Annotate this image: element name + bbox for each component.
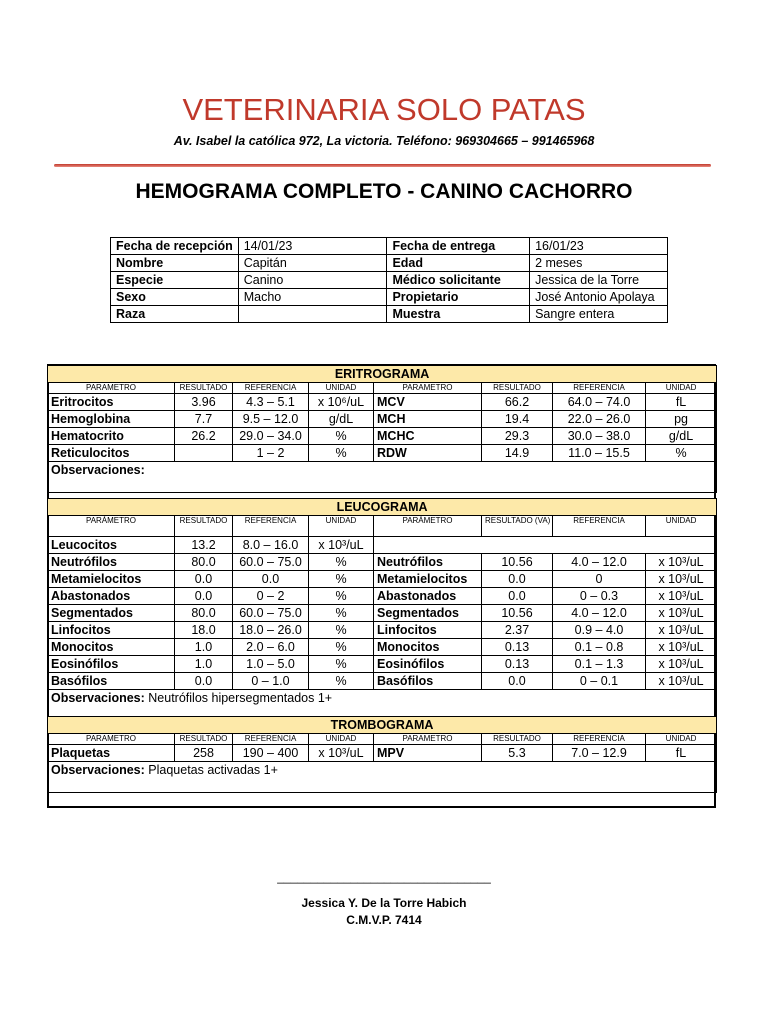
observations-label: Observaciones:	[51, 763, 145, 777]
result-cell: 1.0 – 5.0	[233, 656, 309, 673]
patient-value: 16/01/23	[530, 238, 668, 255]
report-title: HEMOGRAMA COMPLETO - CANINO CACHORRO	[135, 180, 633, 203]
column-header-row	[48, 516, 717, 537]
trombograma-title: TROMBOGRAMA	[48, 717, 717, 734]
column-header: RESULTADO	[175, 734, 233, 745]
result-cell: RDW	[374, 445, 482, 462]
result-cell: 9.5 – 12.0	[233, 411, 309, 428]
result-cell: 0.1 – 0.8	[553, 639, 646, 656]
table-row	[48, 445, 717, 462]
result-cell: fL	[646, 394, 717, 411]
patient-row	[111, 289, 668, 306]
observations-label: Observaciones:	[51, 691, 145, 705]
column-header: REFERENCIA	[233, 734, 309, 745]
result-cell: 10.56	[482, 554, 553, 571]
observations-text: Plaquetas activadas 1+	[148, 763, 278, 777]
result-cell: MPV	[374, 745, 482, 762]
result-cell: %	[309, 605, 374, 622]
result-cell: 1 – 2	[233, 445, 309, 462]
result-cell: 0	[553, 571, 646, 588]
result-cell: %	[309, 445, 374, 462]
result-cell: Eosinófilos	[374, 656, 482, 673]
result-cell: MCV	[374, 394, 482, 411]
clinic-address: Av. Isabel la católica 972, La victoria. Teléfono: 969304665 – 991465968	[173, 134, 595, 148]
result-cell: %	[309, 656, 374, 673]
result-cell: 4.3 – 5.1	[233, 394, 309, 411]
result-cell: x 10³/uL	[309, 537, 374, 554]
result-cell: 0.0	[175, 588, 233, 605]
result-cell: fL	[646, 745, 717, 762]
result-cell: 190 – 400	[233, 745, 309, 762]
result-cell: pg	[646, 411, 717, 428]
result-cell: Neutrófilos	[374, 554, 482, 571]
result-cell: %	[309, 622, 374, 639]
patient-label: Raza	[111, 306, 239, 323]
result-cell: 64.0 – 74.0	[553, 394, 646, 411]
result-cell: 0.0	[175, 673, 233, 690]
column-header: UNIDAD	[646, 516, 717, 537]
column-header: REFERENCIA	[553, 516, 646, 537]
result-cell: 0.0	[482, 571, 553, 588]
result-cell: 8.0 – 16.0	[233, 537, 309, 554]
result-cell: %	[646, 445, 717, 462]
patient-row	[111, 306, 668, 323]
result-cell: 0.0	[482, 588, 553, 605]
result-cell: g/dL	[646, 428, 717, 445]
result-cell: 29.0 – 34.0	[233, 428, 309, 445]
column-header: UNIDAD	[309, 734, 374, 745]
result-cell: 14.9	[482, 445, 553, 462]
table-row	[48, 394, 717, 411]
result-cell: g/dL	[309, 411, 374, 428]
column-header: REFERENCIA	[553, 383, 646, 394]
result-cell: 26.2	[175, 428, 233, 445]
result-cell: MCH	[374, 411, 482, 428]
result-cell: Hemoglobina	[48, 411, 175, 428]
result-cell: x 10³/uL	[646, 656, 717, 673]
result-cell: x 10³/uL	[646, 622, 717, 639]
patient-label: Edad	[387, 255, 530, 272]
result-cell: Reticulocitos	[48, 445, 175, 462]
table-row	[48, 745, 717, 762]
patient-value: Sangre entera	[530, 306, 668, 323]
result-cell: 7.0 – 12.9	[553, 745, 646, 762]
column-header: RESULTADO	[175, 516, 233, 537]
signature-line: ________________________________	[277, 870, 491, 884]
patient-value: Capitán	[238, 255, 387, 272]
result-cell: 60.0 – 75.0	[233, 554, 309, 571]
result-cell: Eosinófilos	[48, 656, 175, 673]
observations-label: Observaciones:	[51, 463, 145, 477]
patient-value: 2 meses	[530, 255, 668, 272]
result-cell: 0.1 – 1.3	[553, 656, 646, 673]
result-cell: x 10³/uL	[309, 745, 374, 762]
table-row	[48, 622, 717, 639]
clinic-name: VETERINARIA SOLO PATAS	[182, 92, 586, 127]
table-row	[48, 656, 717, 673]
result-cell: 0.0	[175, 571, 233, 588]
result-cell: x 10³/uL	[646, 554, 717, 571]
result-cell: 11.0 – 15.5	[553, 445, 646, 462]
result-cell: Basófilos	[374, 673, 482, 690]
result-cell: Linfocitos	[48, 622, 175, 639]
result-cell: %	[309, 673, 374, 690]
result-cell: 19.4	[482, 411, 553, 428]
column-header: UNIDAD	[646, 383, 717, 394]
observations-row	[48, 462, 717, 493]
result-cell: 0.13	[482, 656, 553, 673]
patient-label: Sexo	[111, 289, 239, 306]
patient-label: Muestra	[387, 306, 530, 323]
result-cell: x 10³/uL	[646, 571, 717, 588]
result-cell: 0 – 0.1	[553, 673, 646, 690]
result-cell: 66.2	[482, 394, 553, 411]
result-cell: 18.0	[175, 622, 233, 639]
result-cell: x 10⁶/uL	[309, 394, 374, 411]
patient-label: Especie	[111, 272, 239, 289]
result-cell: Linfocitos	[374, 622, 482, 639]
result-cell: 258	[175, 745, 233, 762]
result-cell: Hematocrito	[48, 428, 175, 445]
result-cell: 5.3	[482, 745, 553, 762]
result-cell: %	[309, 571, 374, 588]
column-header: PARAMETRO	[48, 383, 175, 394]
patient-value: Jessica de la Torre	[530, 272, 668, 289]
result-cell: Abastonados	[48, 588, 175, 605]
patient-row	[111, 272, 668, 289]
column-header-row	[48, 383, 717, 394]
patient-row	[111, 238, 668, 255]
leucograma-title: LEUCOGRAMA	[48, 499, 717, 516]
column-header: UNIDAD	[646, 734, 717, 745]
result-cell: 0 – 1.0	[233, 673, 309, 690]
table-row	[48, 537, 717, 554]
result-cell: 80.0	[175, 554, 233, 571]
table-row	[48, 428, 717, 445]
empty-cell	[374, 537, 717, 554]
patient-value: Macho	[238, 289, 387, 306]
section-header-row	[48, 366, 717, 383]
column-header: PARAMETRO	[374, 734, 482, 745]
eritrograma-table	[47, 365, 717, 493]
result-cell: %	[309, 554, 374, 571]
patient-value: Canino	[238, 272, 387, 289]
table-row	[48, 571, 717, 588]
result-cell: 0 – 2	[233, 588, 309, 605]
result-cell: Neutrófilos	[48, 554, 175, 571]
section-header-row	[48, 499, 717, 516]
result-cell: 0.9 – 4.0	[553, 622, 646, 639]
result-cell: 0 – 0.3	[553, 588, 646, 605]
result-cell: 0.0	[233, 571, 309, 588]
result-cell: Leucocitos	[48, 537, 175, 554]
result-cell: Abastonados	[374, 588, 482, 605]
result-cell: 2.37	[482, 622, 553, 639]
observations-row	[48, 762, 717, 793]
result-cell: 7.7	[175, 411, 233, 428]
result-cell: 1.0	[175, 639, 233, 656]
eritrograma-title: ERITROGRAMA	[48, 366, 717, 383]
result-cell: Segmentados	[48, 605, 175, 622]
result-cell: x 10³/uL	[646, 639, 717, 656]
column-header: REFERENCIA	[553, 734, 646, 745]
result-cell	[175, 445, 233, 462]
column-header: UNIDAD	[309, 516, 374, 537]
result-cell: Basófilos	[48, 673, 175, 690]
column-header: RESULTADO	[482, 383, 553, 394]
result-cell: 18.0 – 26.0	[233, 622, 309, 639]
result-cell: 13.2	[175, 537, 233, 554]
observations-text: Neutrófilos hipersegmentados 1+	[148, 691, 333, 705]
result-cell: 80.0	[175, 605, 233, 622]
result-cell: Eritrocitos	[48, 394, 175, 411]
result-cell: MCHC	[374, 428, 482, 445]
result-cell: 29.3	[482, 428, 553, 445]
result-cell: Monocitos	[374, 639, 482, 656]
result-cell: 10.56	[482, 605, 553, 622]
result-cell: 0.13	[482, 639, 553, 656]
result-cell: Monocitos	[48, 639, 175, 656]
patient-value: 14/01/23	[238, 238, 387, 255]
column-header: RESULTADO (VA)	[482, 516, 553, 537]
result-cell: 60.0 – 75.0	[233, 605, 309, 622]
column-header: PARÁMETRO	[48, 516, 175, 537]
result-cell: x 10³/uL	[646, 673, 717, 690]
result-cell: Metamielocitos	[374, 571, 482, 588]
table-row	[48, 588, 717, 605]
patient-label: Fecha de recepción	[111, 238, 239, 255]
result-cell: Plaquetas	[48, 745, 175, 762]
signer-name: Jessica Y. De la Torre Habich	[301, 896, 467, 910]
patient-label: Fecha de entrega	[387, 238, 530, 255]
result-cell: 0.0	[482, 673, 553, 690]
section-header-row	[48, 717, 717, 734]
patient-row	[111, 255, 668, 272]
patient-value: José Antonio Apolaya	[530, 289, 668, 306]
result-cell: Metamielocitos	[48, 571, 175, 588]
column-header-row	[48, 734, 717, 745]
result-cell: 4.0 – 12.0	[553, 605, 646, 622]
result-cell: %	[309, 588, 374, 605]
patient-value	[238, 306, 387, 323]
patient-label: Nombre	[111, 255, 239, 272]
result-cell: Segmentados	[374, 605, 482, 622]
result-cell: 2.0 – 6.0	[233, 639, 309, 656]
column-header: PARAMETRO	[374, 383, 482, 394]
result-cell: 22.0 – 26.0	[553, 411, 646, 428]
column-header: UNIDAD	[309, 383, 374, 394]
trombograma-table	[47, 716, 717, 793]
result-cell: 4.0 – 12.0	[553, 554, 646, 571]
column-header: REFERENCIA	[233, 383, 309, 394]
result-cell: %	[309, 428, 374, 445]
patient-label: Propietario	[387, 289, 530, 306]
column-header: RESULTADO	[175, 383, 233, 394]
column-header: RESULTADO	[482, 734, 553, 745]
header-divider	[54, 164, 711, 167]
patient-label: Médico solicitante	[387, 272, 530, 289]
result-cell: 3.96	[175, 394, 233, 411]
observations-cell	[48, 462, 717, 493]
column-header: PARAMETRO	[48, 734, 175, 745]
result-cell: x 10³/uL	[646, 605, 717, 622]
leucograma-table	[47, 498, 717, 721]
column-header: PARÁMETRO	[374, 516, 482, 537]
observations-cell	[48, 762, 717, 793]
table-row	[48, 605, 717, 622]
table-row	[48, 639, 717, 656]
result-cell: 30.0 – 38.0	[553, 428, 646, 445]
result-cell: %	[309, 639, 374, 656]
result-cell: x 10³/uL	[646, 588, 717, 605]
patient-info-table	[110, 237, 668, 323]
table-row	[48, 673, 717, 690]
signer-license: C.M.V.P. 7414	[346, 913, 422, 927]
table-row	[48, 411, 717, 428]
result-cell: 1.0	[175, 656, 233, 673]
column-header: REFERENCIA	[233, 516, 309, 537]
table-row	[48, 554, 717, 571]
